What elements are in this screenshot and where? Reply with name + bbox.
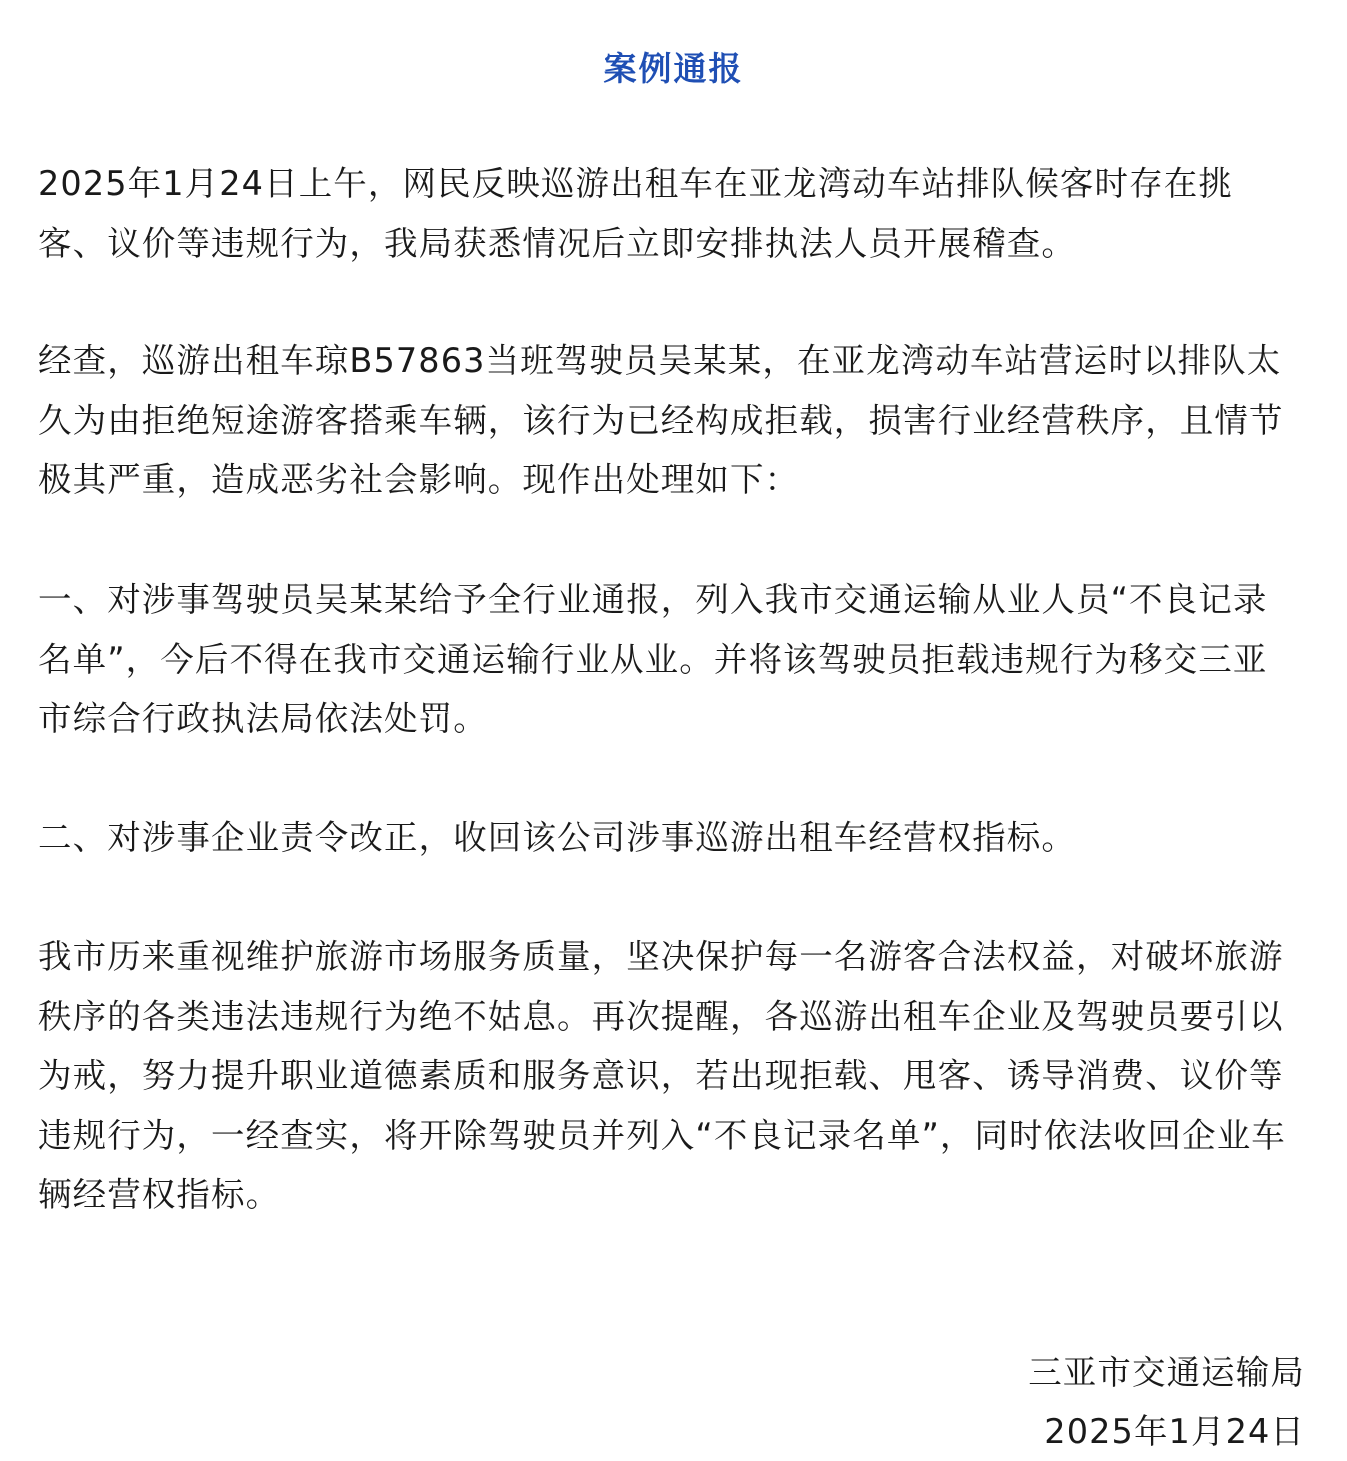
text-line: 二、对涉事企业责令改正，收回该公司涉事巡游出租车经营权指标。 (38, 818, 1076, 857)
paragraph-investigation-findings (38, 331, 1310, 510)
text-line: 经查，巡游出租车琼B57863当班驾驶员吴某某，在亚龙湾动车站营运时以排队太 (38, 341, 1282, 380)
paragraph-warning (38, 927, 1310, 1225)
text-line: 2025年1月24日上午，网民反映巡游出租车在亚龙湾动车站排队候客时存在挑 (38, 164, 1233, 203)
paragraph-penalty-company (38, 808, 1310, 868)
text-line: 违规行为，一经查实，将开除驾驶员并列入“不良记录名单”，同时依法收回企业车 (38, 1115, 1286, 1155)
issue-date: 2025年1月24日 (1044, 1412, 1305, 1451)
document-title: 案例通报 (603, 49, 744, 88)
text-line: 名单”，今后不得在我市交通运输行业从业。并将该驾驶员拒载违规行为移交三亚 (38, 639, 1268, 679)
text-line: 秩序的各类违法违规行为绝不姑息。再次提醒，各巡游出租车企业及驾驶员要引以 (38, 996, 1284, 1036)
issuer-name: 三亚市交通运输局 (1028, 1353, 1305, 1392)
text-line: 市综合行政执法局依法处罚。 (38, 699, 488, 738)
text-line: 客、议价等违规行为，我局获悉情况后立即安排执法人员开展稽查。 (38, 223, 1076, 263)
text-line: 为戒，努力提升职业道德素质和服务意识，若出现拒载、甩客、诱导消费、议价等 (38, 1056, 1284, 1095)
text-line: 我市历来重视维护旅游市场服务质量，坚决保护每一名游客合法权益，对破坏旅游 (38, 937, 1284, 976)
text-line: 极其严重，造成恶劣社会影响。现作出处理如下： (38, 460, 800, 499)
text-line: 久为由拒绝短途游客搭乘车辆，该行为已经构成拒载，损害行业经营秩序，且情节 (38, 400, 1284, 440)
paragraph-penalty-driver (38, 570, 1310, 749)
signature-block (1028, 1343, 1305, 1461)
text-line: 辆经营权指标。 (38, 1175, 281, 1214)
paragraph-incident-report (38, 154, 1310, 273)
text-line: 一、对涉事驾驶员吴某某给予全行业通报，列入我市交通运输从业人员“不良记录 (38, 580, 1268, 619)
